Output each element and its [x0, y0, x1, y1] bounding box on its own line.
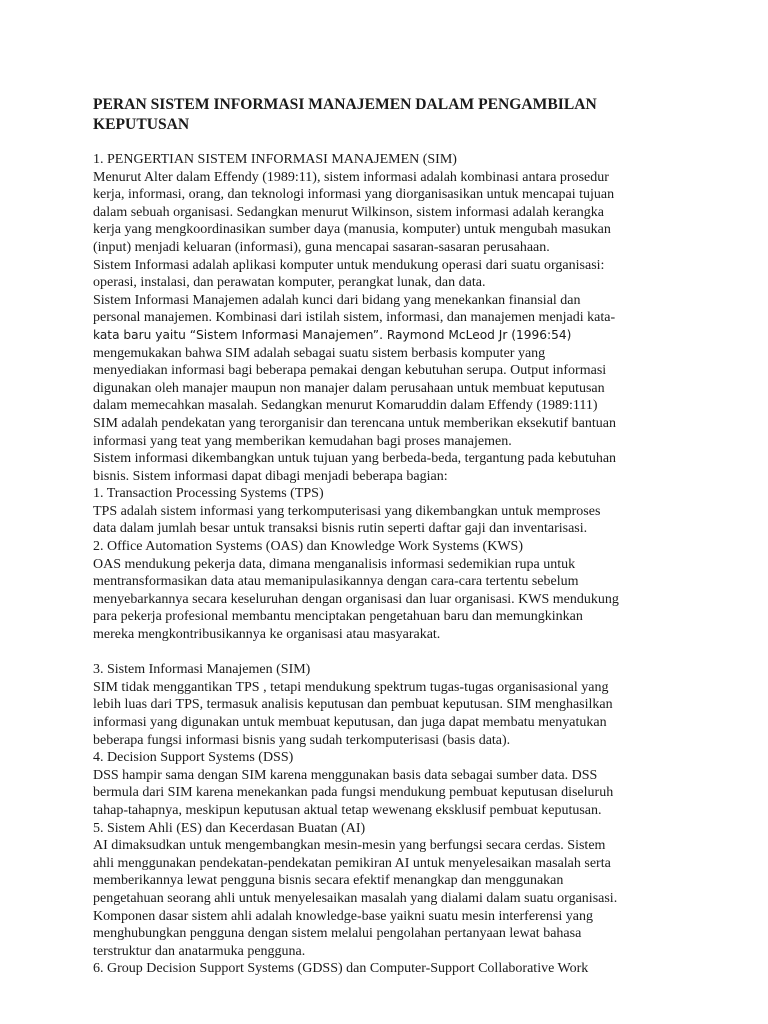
title-line: KEPUTUSAN	[93, 116, 190, 133]
paragraph-line: personal manajemen. Kombinasi dari istilah sistem, informasi, dan manajemen menjadi kata-	[93, 310, 616, 326]
paragraph-line: ahli menggunakan pendekatan-pendekatan pemikiran AI untuk menyelesaikan masalah serta	[93, 855, 611, 871]
paragraph-line: mereka mengkontribusikannya ke organisasi atau masyarakat.	[93, 627, 441, 643]
document-body	[93, 151, 693, 978]
paragraph-line: terstruktur dan anatarmuka pengguna.	[93, 943, 306, 959]
paragraph-line: kata baru yaitu “Sistem Informasi Manajemen”. Raymond McLeod Jr (1996:54)	[93, 327, 572, 342]
paragraph-line: beberapa fungsi informasi bisnis yang sudah terkomputerisasi (basis data).	[93, 732, 511, 748]
paragraph-line: bisnis. Sistem informasi dapat dibagi menjadi beberapa bagian:	[93, 468, 448, 484]
section-heading: 1. PENGERTIAN SISTEM INFORMASI MANAJEMEN (SIM)	[93, 152, 457, 167]
paragraph-line: Sistem informasi dikembangkan untuk tujuan yang berbeda-beda, tergantung pada kebutuhan	[93, 451, 617, 467]
blank-line	[93, 644, 693, 662]
paragraph-line: dalam memecahkan masalah. Sedangkan menurut Komaruddin dalam Effendy (1989:111)	[93, 398, 598, 414]
paragraph-line: TPS adalah sistem informasi yang terkomputerisasi yang dikembangkan untuk memproses	[93, 503, 601, 519]
paragraph-line: Menurut Alter dalam Effendy (1989:11), sistem informasi adalah kombinasi antara prosedur	[93, 169, 609, 185]
paragraph-line: dalam sebuah organisasi. Sedangkan menurut Wilkinson, sistem informasi adalah kerangka	[93, 204, 604, 220]
paragraph-line: bermula dari SIM karena menekankan pada fungsi mendukung pembuat keputusan diseluruh	[93, 785, 614, 801]
paragraph-line: Komponen dasar sistem ahli adalah knowledge-base yaikni suatu mesin interferensi yang	[93, 908, 593, 924]
paragraph-line: informasi yang digunakan untuk membuat keputusan, dan juga dapat membatu menyatukan	[93, 715, 607, 730]
paragraph-line: SIM tidak menggantikan TPS , tetapi mendukung spektrum tugas-tugas organisasional yang	[93, 679, 609, 695]
paragraph-line: memberikannya lewat pengguna bisnis secara efektif menangkap dan menggunakan	[93, 873, 564, 889]
paragraph-line: AI dimaksudkan untuk mengembangkan mesin-mesin yang berfungsi secara cerdas. Sistem	[93, 838, 606, 854]
title-line: PERAN SISTEM INFORMASI MANAJEMEN DALAM PENGAMBILAN	[93, 96, 597, 113]
paragraph-line: menyediakan informasi bagi beberapa pemakai dengan kebutuhan serupa. Output informasi	[93, 363, 607, 379]
paragraph-line: OAS mendukung pekerja data, dimana menganalisis informasi sedemikian rupa untuk	[93, 556, 576, 572]
list-item-heading: 6. Group Decision Support Systems (GDSS) dan Computer-Support Collaborative Work	[93, 961, 589, 977]
document-title	[93, 95, 703, 135]
list-item-heading: 4. Decision Support Systems (DSS)	[93, 750, 294, 766]
paragraph-line: data dalam jumlah besar untuk transaksi bisnis rutin seperti daftar gaji dan inventarisasi.	[93, 521, 588, 537]
paragraph-line: informasi yang teat yang memberikan kemudahan bagi proses manajemen.	[93, 433, 512, 449]
list-item-heading: 3. Sistem Informasi Manajemen (SIM)	[93, 662, 311, 678]
paragraph-line: digunakan oleh manajer maupun non manajer dalam perusahaan untuk membuat keputusan	[93, 380, 605, 396]
paragraph-line: kerja yang mengkoordinasikan sumber daya (manusia, komputer) untuk mengubah masukan	[93, 222, 611, 238]
paragraph-line: tahap-tahapnya, meskipun keputusan aktual tetap wewenang eksklusif pembuat keputusan.	[93, 802, 602, 818]
paragraph-line: menyebarkannya secara keseluruhan dengan organisasi dan luar organisasi. KWS mendukung	[93, 591, 619, 607]
paragraph-line: DSS hampir sama dengan SIM karena menggunakan basis data sebagai sumber data. DSS	[93, 767, 598, 783]
paragraph-line: menghubungkan pengguna dengan sistem melalui pengolahan pertanyaan lewat bahasa	[93, 926, 582, 942]
paragraph-line: mengemukakan bahwa SIM adalah sebagai suatu sistem berbasis komputer yang	[93, 345, 546, 361]
paragraph-line: (input) menjadi keluaran (informasi), guna mencapai sasaran-sasaran perusahaan.	[93, 239, 550, 255]
paragraph-line: operasi, instalasi, dan perawatan komputer, perangkat lunak, dan data.	[93, 275, 486, 291]
paragraph-line: Sistem Informasi adalah aplikasi komputer untuk mendukung operasi dari suatu organisasi:	[93, 257, 605, 273]
paragraph-line: mentransformasikan data atau memanipulasikannya dengan cara-cara tertentu sebelum	[93, 574, 579, 590]
list-item-heading: 1. Transaction Processing Systems (TPS)	[93, 486, 324, 502]
paragraph-line: lebih luas dari TPS, termasuk analisis keputusan dan pembuat keputusan. SIM menghasilkan	[93, 697, 613, 713]
list-item-heading: 5. Sistem Ahli (ES) dan Kecerdasan Buatan (AI)	[93, 820, 366, 836]
paragraph-line: pengetahuan seorang ahli untuk menyelesaikan masalah yang dialami dalam suatu organisasi.	[93, 890, 618, 906]
paragraph-line: kerja, informasi, orang, dan teknologi informasi yang diorganisasikan untuk mencapai tujuan	[93, 187, 615, 203]
list-item-heading: 2. Office Automation Systems (OAS) dan Knowledge Work Systems (KWS)	[93, 539, 523, 555]
paragraph-line: para pekerja profesional membantu menciptakan pengetahuan baru dan memungkinkan	[93, 609, 583, 625]
paragraph-line: Sistem Informasi Manajemen adalah kunci dari bidang yang menekankan finansial dan	[93, 292, 581, 308]
paragraph-line: SIM adalah pendekatan yang terorganisir dan terencana untuk memberikan eksekutif bantuan	[93, 415, 616, 431]
